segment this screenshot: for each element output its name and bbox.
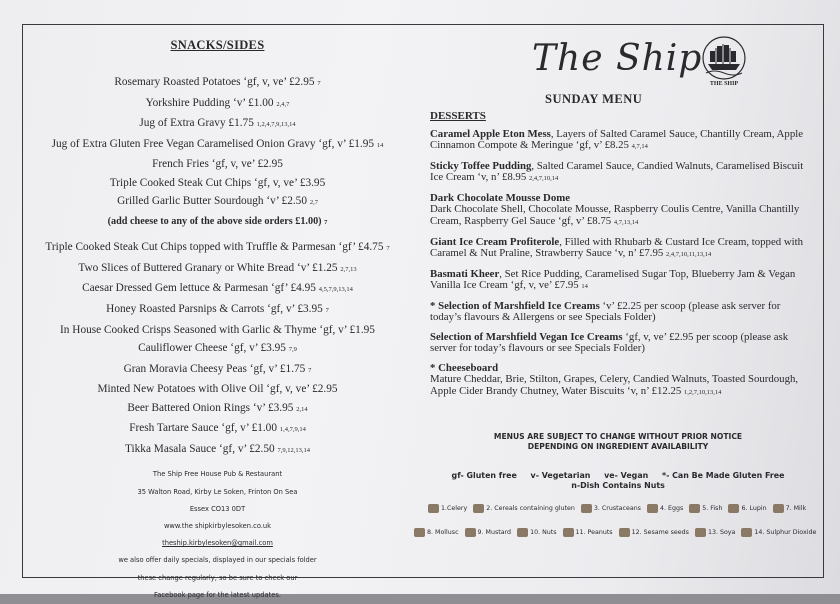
- brand-caption: THE SHIP: [709, 81, 739, 87]
- dessert-description: Dark Chocolate Shell, Chocolate Mousse, Raspberry Coulis Centre, Vanilla Chantilly Cream, Raspberry Gel Sauce ‘gf, v’ £8.75: [430, 203, 800, 227]
- snack-item-text: Grilled Garlic Butter Sourdough ‘v’ £2.50: [117, 195, 307, 208]
- allergen-codes: 1,4,7,9,14: [279, 426, 306, 434]
- dessert-name: Selection of Marshfield Vegan Ice Creams: [430, 330, 623, 343]
- pub-email-link[interactable]: theship.kirbylesoken@gmail.com: [162, 539, 273, 548]
- snack-item-text: Rosemary Roasted Potatoes ‘gf, v, ve’ £2.95: [114, 76, 315, 88]
- dessert-description: , Salted Caramel Sauce, Candied Walnuts, Caramelised Biscuit Ice Cream ‘v, n’ £8.95: [430, 160, 804, 184]
- allergen-codes: 4,7,13,14: [613, 218, 639, 226]
- allergen-codes: 7: [308, 366, 312, 374]
- dessert-item: [430, 237, 805, 261]
- dessert-item: [430, 332, 805, 355]
- snack-item-text: Minted New Potatoes with Olive Oil ‘gf, v, ve’ £2.95: [97, 383, 338, 396]
- specials-note-3: Facebook page for the latest updates.: [154, 590, 281, 599]
- allergen-label: 5. Fish: [702, 505, 723, 512]
- allergen-codes: 1,2,7,10,13,14: [684, 388, 722, 396]
- snack-item: [30, 300, 405, 321]
- allergen-codes: 2,4,7,10,11,13,14: [665, 250, 712, 258]
- allergen-key-item: [517, 528, 556, 537]
- dessert-item: [430, 363, 805, 398]
- allergen-key-item: [728, 504, 766, 513]
- snack-item-text: Jug of Extra Gluten Free Vegan Caramelised Onion Gravy ‘gf, v’ £1.95: [51, 137, 375, 150]
- desserts-list: [430, 129, 805, 406]
- snacks-list: [30, 73, 405, 460]
- allergen-label: 3. Crustaceans: [593, 505, 641, 512]
- pub-website-link[interactable]: www.the shipkirbylesoken.co.uk: [163, 522, 272, 530]
- snacks-heading: SNACKS/SIDES: [170, 38, 265, 52]
- allergen-key-item: [473, 504, 575, 513]
- pub-info: [30, 466, 405, 604]
- snack-item: [30, 440, 405, 461]
- allergen-key-item: [563, 528, 613, 537]
- dessert-description: ‘gf, v, ve’ £2.95 per scoop (please ask server for today’s flavours or see Specials Folder): [430, 330, 789, 355]
- snack-item: [30, 114, 405, 135]
- snack-item: [30, 174, 405, 193]
- allergen-icon: [465, 528, 476, 537]
- allergen-icon: [473, 504, 484, 513]
- dessert-name: Dark Chocolate Mousse Dome: [430, 192, 571, 205]
- allergen-label: 13. Soya: [707, 529, 736, 536]
- snack-item: [30, 213, 405, 233]
- allergen-codes: 2,4,7,10,14: [528, 175, 559, 183]
- allergen-label: 6. Lupin: [741, 505, 767, 512]
- snack-item-text: In House Cooked Crisps Seasoned with Garlic & Thyme ‘gf, v’ £1.95: [60, 323, 375, 336]
- snack-item-text: Two Slices of Buttered Granary or White Bread ‘v’ £1.25: [78, 261, 338, 274]
- snack-item: [30, 419, 405, 440]
- dessert-item: [430, 161, 805, 185]
- dessert-item: [430, 269, 805, 293]
- allergen-codes: 14: [376, 141, 384, 149]
- allergen-key-item: [695, 528, 735, 537]
- allergen-codes: 7: [324, 218, 328, 226]
- allergen-key-row-2: [414, 528, 817, 537]
- allergen-icon: [689, 504, 700, 513]
- notice-line-2: DEPENDING ON INGREDIENT AVAILABILITY: [527, 441, 709, 451]
- allergen-icon: [695, 528, 706, 537]
- allergen-label: 8. Mollusc: [427, 529, 459, 536]
- allergen-icon: [517, 528, 528, 537]
- allergen-codes: 2,7,13: [340, 265, 357, 273]
- allergen-codes: 4,7,14: [631, 143, 648, 151]
- dessert-description: Mature Cheddar, Brie, Stilton, Grapes, Celery, Candied Walnuts, Toasted Sourdough, Apple Cider Brandy Chutney, Water Biscuits ‘v, n’ £12.25: [430, 373, 799, 397]
- change-notice: [428, 432, 808, 451]
- snack-item-text: Honey Roasted Parsnips & Carrots ‘gf, v’ £3.95: [106, 303, 323, 316]
- allergen-codes: 1,2,4,7,9,13,14: [256, 121, 296, 129]
- snack-item-text: Gran Moravia Cheesy Peas ‘gf, v’ £1.75: [123, 362, 306, 375]
- allergen-icon: [414, 528, 425, 537]
- snack-item: [30, 94, 405, 115]
- allergen-key-row-1: [428, 504, 808, 513]
- dessert-item: [430, 129, 805, 153]
- desserts-heading: DESSERTS: [430, 110, 486, 122]
- snack-item: [30, 259, 405, 280]
- allergen-label: 2. Cereals containing gluten: [486, 505, 575, 512]
- snack-item-text: Triple Cooked Steak Cut Chips topped with Truffle & Parmesan ‘gf’ £4.75: [45, 241, 384, 254]
- snack-item: [30, 238, 405, 259]
- dessert-description: , Filled with Rhubarb & Custard Ice Cream, topped with Caramel & Nut Praline, Strawberry Sauce ‘v, n’ £7.95: [430, 235, 804, 259]
- brand-logo-text: The Ship: [532, 38, 703, 79]
- snack-item-text: Triple Cooked Steak Cut Chips ‘gf, v, ve’ £3.95: [109, 176, 326, 189]
- allergen-key-item: [414, 528, 459, 537]
- allergen-icon: [428, 504, 439, 513]
- snack-item: [30, 321, 405, 340]
- dessert-item: [430, 301, 805, 324]
- allergen-key-item: [689, 504, 722, 513]
- allergen-codes: 7: [325, 307, 329, 315]
- pub-name: The Ship Free House Pub & Restaurant: [152, 470, 283, 479]
- legend-line-2: n-Dish Contains Nuts: [571, 481, 665, 490]
- snack-item: [30, 360, 405, 381]
- snack-item: [30, 339, 405, 360]
- dessert-name: Sticky Toffee Pudding: [430, 160, 532, 173]
- allergen-icon: [581, 504, 592, 513]
- snack-item: [30, 279, 405, 300]
- allergen-label: 9. Mustard: [477, 529, 512, 536]
- allergen-icon: [647, 504, 658, 513]
- allergen-key-item: [773, 504, 807, 513]
- allergen-icon: [619, 528, 630, 537]
- allergen-codes: 7: [386, 245, 390, 253]
- allergen-icon: [741, 528, 752, 537]
- dessert-description: , Set Rice Pudding, Caramelised Sugar Top, Blueberry Jam & Vegan Vanilla Ice Cream ‘gf, v, ve’ £7.95: [430, 267, 796, 291]
- allergen-key-item: [581, 504, 641, 513]
- allergen-codes: 7,9,12,13,14: [277, 446, 310, 454]
- dessert-name: Caramel Apple Eton Mess: [430, 128, 551, 140]
- allergen-icon: [773, 504, 784, 513]
- allergen-label: 7. Milk: [785, 505, 807, 512]
- snack-item: [30, 135, 405, 156]
- snack-item-text: (add cheese to any of the above side orders £1.00): [107, 215, 322, 227]
- snack-item-text: Fresh Tartare Sauce ‘gf, v’ £1.00: [129, 422, 277, 435]
- allergen-key-item: [741, 528, 816, 537]
- allergen-label: 14. Sulphur Dioxide: [754, 529, 817, 536]
- snack-item-text: French Fries ‘gf, v, ve’ £2.95: [152, 158, 283, 171]
- snack-item-text: Jug of Extra Gravy £1.75: [139, 117, 254, 130]
- allergen-codes: 7: [317, 80, 321, 87]
- dessert-name: Basmati Kheer: [430, 267, 500, 280]
- snack-item-text: Cauliflower Cheese ‘gf, v’ £3.95: [138, 342, 286, 355]
- notice-line-1: MENUS ARE SUBJECT TO CHANGE WITHOUT PRIOR NOTICE: [493, 432, 743, 441]
- snack-item: [30, 380, 405, 399]
- snack-item: [30, 192, 405, 213]
- ship-logo-icon: [696, 34, 752, 88]
- allergen-key-item: [647, 504, 683, 513]
- allergen-icon: [728, 504, 739, 513]
- allergen-key-item: [465, 528, 512, 537]
- snack-item-text: Yorkshire Pudding ‘v’ £1.00: [145, 96, 274, 109]
- allergen-label: 12. Sesame seeds: [631, 529, 689, 536]
- pub-address: 35 Walton Road, Kirby Le Soken, Frinton On Sea: [137, 487, 298, 496]
- dessert-description: ‘v’ £2.25 per scoop (please ask server for today’s flavours & Allergens or see Specials Folder): [430, 299, 781, 324]
- allergen-key-item: [428, 504, 467, 513]
- specials-note-2: these change regularly, so be sure to check our: [137, 573, 298, 582]
- allergen-key-item: [619, 528, 689, 537]
- snack-item: [30, 73, 405, 94]
- allergen-codes: 2,14: [296, 405, 308, 413]
- dietary-legend: [428, 471, 808, 491]
- sunday-menu-title: SUNDAY MENU: [545, 92, 643, 106]
- allergen-codes: 14: [581, 282, 588, 290]
- legend-line-1: gf- Gluten free v- Vegetarian ve- Vegan *- Can Be Made Gluten Free: [451, 471, 785, 480]
- allergen-codes: 2,4,7: [276, 100, 290, 108]
- allergen-codes: 7,9: [288, 346, 297, 354]
- dessert-name: * Cheeseboard: [430, 361, 499, 374]
- dessert-name: * Selection of Marshfield Ice Creams: [430, 299, 600, 312]
- allergen-label: 11. Peanuts: [575, 529, 613, 536]
- allergen-label: 1.Celery: [441, 505, 468, 512]
- allergen-label: 10. Nuts: [530, 529, 557, 536]
- allergen-codes: 2,7: [309, 199, 318, 207]
- snack-item-text: Tikka Masala Sauce ‘gf, v’ £2.50: [125, 442, 275, 455]
- dessert-name: Giant Ice Cream Profiterole: [430, 235, 560, 248]
- snack-item-text: Beer Battered Onion Rings ‘v’ £3.95: [127, 401, 294, 414]
- allergen-codes: 4,5,7,9,13,14: [318, 286, 353, 294]
- pub-postcode: Essex CO13 0DT: [189, 504, 246, 513]
- allergen-icon: [563, 528, 574, 537]
- specials-note-1: we also offer daily specials, displayed in our specials folder: [118, 556, 317, 565]
- dessert-description: , Layers of Salted Caramel Sauce, Chantilly Cream, Apple Cinnamon Compote & Meringue ‘gf, v’ £8.25: [430, 128, 804, 152]
- snack-item: [30, 155, 405, 174]
- dessert-item: [430, 193, 805, 228]
- snacks-column: [30, 38, 405, 604]
- allergen-label: 4. Eggs: [659, 505, 684, 512]
- snack-item: [30, 399, 405, 420]
- snack-item-text: Caesar Dressed Gem lettuce & Parmesan ‘gf’ £4.95: [82, 282, 316, 295]
